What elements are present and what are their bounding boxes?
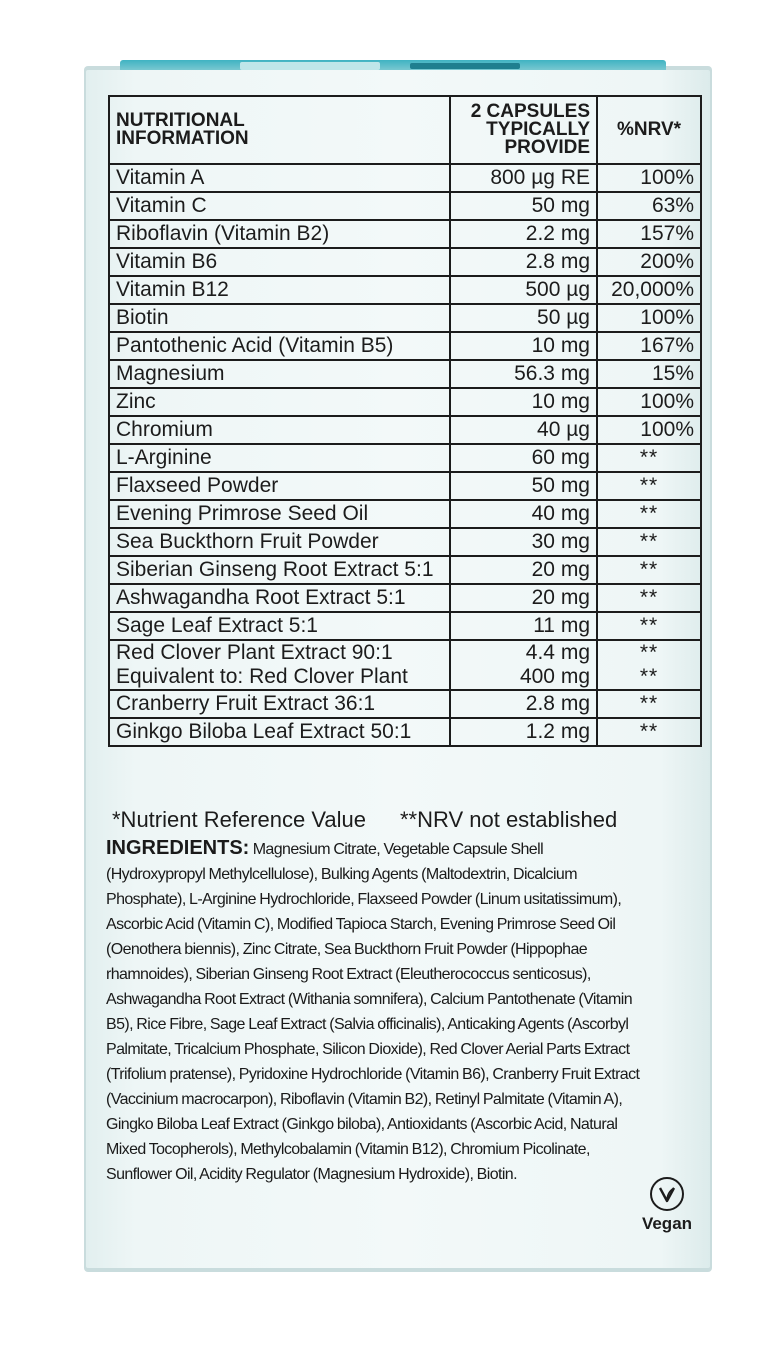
table-row — [109, 416, 701, 444]
table-row — [109, 332, 701, 360]
ingredients-line — [106, 1137, 702, 1162]
table-header-row — [109, 96, 701, 164]
nutrient-name: Zinc — [109, 388, 450, 416]
nutrient-amount: 50 mg — [450, 472, 597, 500]
table-row — [109, 556, 701, 584]
nutrient-amount: 50 mg — [450, 192, 597, 220]
nutrient-name: Red Clover Plant Extract 90:1 Equivalent to: Red Clover Plant — [109, 640, 450, 690]
ingredients-line — [106, 962, 702, 987]
nutrient-name: L-Arginine — [109, 444, 450, 472]
nutrient-name: Riboflavin (Vitamin B2) — [109, 220, 450, 248]
header-nrv: %NRV* — [597, 96, 701, 164]
nutrient-amount: 40 µg — [450, 416, 597, 444]
nutrient-name: Pantothenic Acid (Vitamin B5) — [109, 332, 450, 360]
ingredients-text: (Trifolium pratense), Pyridoxine Hydrochloride (Vitamin B6), Cranberry Fruit Extract — [106, 1066, 640, 1083]
nutrient-name: Vitamin B12 — [109, 276, 450, 304]
nutrition-table — [108, 95, 702, 747]
ingredients-text: Palmitate, Tricalcium Phosphate, Silicon Dioxide), Red Clover Aerial Parts Extract — [106, 1041, 630, 1058]
ingredients-line — [106, 1037, 702, 1062]
table-row — [109, 360, 701, 388]
ingredients-text: Phosphate), L-Arginine Hydrochloride, Flaxseed Powder (Linum usitatissimum), — [106, 891, 622, 908]
ingredients-line — [106, 887, 702, 912]
ingredients-line — [106, 1162, 626, 1187]
nutrient-amount: 800 µg RE — [450, 164, 597, 192]
ingredients-text: (Vaccinium macrocarpon), Riboflavin (Vitamin B2), Retinyl Palmitate (Vitamin A), — [106, 1091, 623, 1108]
nutrient-amount: 20 mg — [450, 584, 597, 612]
nutrient-name: Chromium — [109, 416, 450, 444]
ingredients-text: Mixed Tocopherols), Methylcobalamin (Vitamin B12), Chromium Picolinate, — [106, 1141, 590, 1158]
nutrient-name: Biotin — [109, 304, 450, 332]
nutrient-name: Sage Leaf Extract 5:1 — [109, 612, 450, 640]
nutrient-name: Vitamin A — [109, 164, 450, 192]
ingredients-text: (Hydroxypropyl Methylcellulose), Bulking Agents (Maltodextrin, Dicalcium — [106, 866, 577, 883]
nutrient-nrv: ** — [597, 472, 701, 500]
nutrition-rows — [109, 164, 701, 640]
table-row — [109, 388, 701, 416]
nutrient-amount: 60 mg — [450, 444, 597, 472]
nutrient-amount: 10 mg — [450, 388, 597, 416]
nutrient-amount: 10 mg — [450, 332, 597, 360]
nutrient-name: Vitamin C — [109, 192, 450, 220]
table-row — [109, 718, 701, 746]
ingredients-text: Sunflower Oil, Acidity Regulator (Magnesium Hydroxide), Biotin. — [106, 1166, 517, 1183]
table-row — [109, 612, 701, 640]
nutrient-name: Siberian Ginseng Root Extract 5:1 — [109, 556, 450, 584]
nutrient-name: Vitamin B6 — [109, 248, 450, 276]
ingredients-text: Gingko Biloba Leaf Extract (Ginkgo biloba), Antioxidants (Ascorbic Acid, Natural — [106, 1116, 618, 1133]
ingredients-text: B5), Rice Fibre, Sage Leaf Extract (Salvia officinalis), Anticaking Agents (Ascorbyl — [106, 1016, 629, 1033]
red-clover-rows — [109, 640, 701, 690]
nutrient-name: Cranberry Fruit Extract 36:1 — [109, 690, 450, 718]
ingredients-line — [106, 937, 702, 962]
nutrient-nrv: 100% — [597, 416, 701, 444]
header-capsules-provide: 2 CAPSULES TYPICALLY PROVIDE — [450, 96, 597, 164]
nutrient-amount: 2.2 mg — [450, 220, 597, 248]
nutrient-nrv: 15% — [597, 360, 701, 388]
ingredients-block — [106, 836, 702, 1187]
ingredients-line — [106, 912, 702, 937]
nutrient-nrv: ** — [597, 528, 701, 556]
nrv-not-established: **NRV not established — [399, 807, 618, 832]
ingredients-text: Ascorbic Acid (Vitamin C), Modified Tapioca Starch, Evening Primrose Seed Oil — [106, 916, 616, 933]
table-row — [109, 690, 701, 718]
nutrient-nrv: ** — [597, 612, 701, 640]
nutrient-nrv: 200% — [597, 248, 701, 276]
table-row — [109, 500, 701, 528]
nutrient-name: Flaxseed Powder — [109, 472, 450, 500]
ingredients-text: Ashwagandha Root Extract (Withania somnifera), Calcium Pantothenate (Vitamin — [106, 991, 632, 1008]
top-band-stripe — [410, 63, 520, 69]
table-row — [109, 164, 701, 192]
nutrient-nrv: ** ** — [597, 640, 701, 690]
nutrient-amount: 20 mg — [450, 556, 597, 584]
nutrient-amount: 2.8 mg — [450, 248, 597, 276]
ingredients-line — [106, 987, 702, 1012]
vegan-badge — [632, 1177, 702, 1247]
nutrient-amount: 40 mg — [450, 500, 597, 528]
nutrient-amount: 500 µg — [450, 276, 597, 304]
table-row — [109, 220, 701, 248]
ingredients-text: (Oenothera biennis), Zinc Citrate, Sea Buckthorn Fruit Powder (Hippophae — [106, 941, 588, 958]
nutrient-nrv: 100% — [597, 304, 701, 332]
nutrient-nrv: 63% — [597, 192, 701, 220]
table-row — [109, 584, 701, 612]
nutrient-nrv: ** — [597, 444, 701, 472]
nutrient-name: Magnesium — [109, 360, 450, 388]
nutrient-amount: 11 mg — [450, 612, 597, 640]
nutrient-nrv: 100% — [597, 164, 701, 192]
ingredients-text: rhamnoides), Siberian Ginseng Root Extract (Eleutherococcus senticosus), — [106, 966, 591, 983]
top-band-highlight — [240, 62, 380, 70]
table-row — [109, 640, 701, 690]
ingredients-label: INGREDIENTS: — [106, 837, 250, 859]
ingredients-line — [106, 1087, 702, 1112]
nutrient-nrv: 20,000% — [597, 276, 701, 304]
table-row — [109, 276, 701, 304]
nutrient-nrv: ** — [597, 718, 701, 746]
ingredients-line — [106, 1112, 702, 1137]
nutrient-amount: 56.3 mg — [450, 360, 597, 388]
nutrient-nrv: 167% — [597, 332, 701, 360]
header-nutritional-information: NUTRITIONAL INFORMATION — [109, 96, 450, 164]
ingredients-text: Magnesium Citrate, Vegetable Capsule Shell — [252, 841, 544, 858]
nutrient-nrv: ** — [597, 690, 701, 718]
table-row — [109, 304, 701, 332]
nutrient-name: Ginkgo Biloba Leaf Extract 50:1 — [109, 718, 450, 746]
nutrient-name: Evening Primrose Seed Oil — [109, 500, 450, 528]
table-row — [109, 248, 701, 276]
nutrient-amount: 30 mg — [450, 528, 597, 556]
nutrient-nrv: 157% — [597, 220, 701, 248]
nutrient-nrv: 100% — [597, 388, 701, 416]
nutrient-amount: 2.8 mg — [450, 690, 597, 718]
nutrient-name: Ashwagandha Root Extract 5:1 — [109, 584, 450, 612]
table-row — [109, 472, 701, 500]
nutrient-name: Sea Buckthorn Fruit Powder — [109, 528, 450, 556]
ingredients-line — [106, 836, 702, 862]
ingredients-line — [106, 1062, 702, 1087]
vegan-label: Vegan — [641, 1214, 693, 1233]
nutrition-rows-end — [109, 690, 701, 746]
table-row — [109, 528, 701, 556]
vegan-v-icon — [650, 1177, 684, 1211]
nrv-footnote — [112, 806, 692, 834]
nutrient-amount: 4.4 mg 400 mg — [450, 640, 597, 690]
ingredients-line — [106, 1012, 702, 1037]
nrv-definition: *Nutrient Reference Value — [112, 807, 366, 832]
nutrient-nrv: ** — [597, 584, 701, 612]
nutrient-amount: 50 µg — [450, 304, 597, 332]
table-row — [109, 444, 701, 472]
nutrient-amount: 1.2 mg — [450, 718, 597, 746]
nutrient-nrv: ** — [597, 500, 701, 528]
ingredients-line — [106, 862, 702, 887]
nutrient-nrv: ** — [597, 556, 701, 584]
table-row — [109, 192, 701, 220]
